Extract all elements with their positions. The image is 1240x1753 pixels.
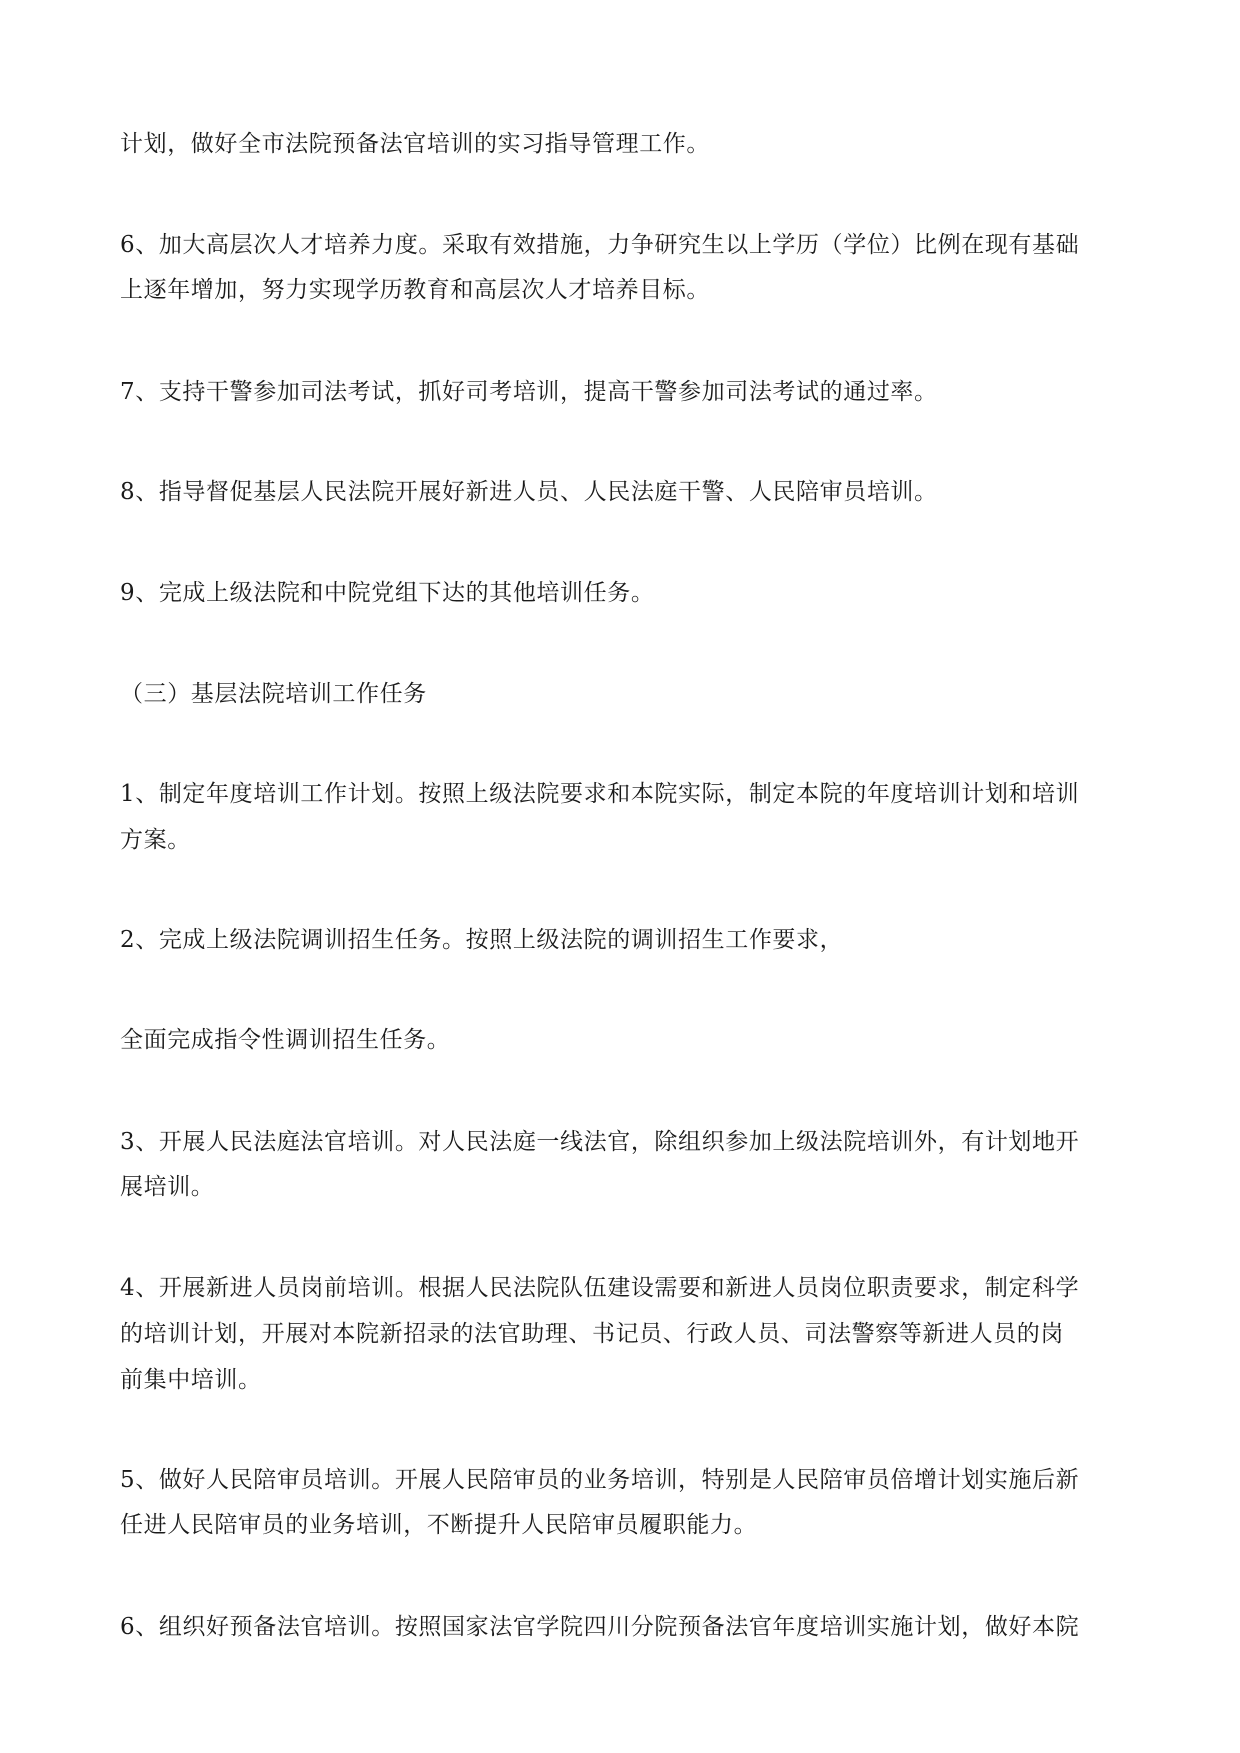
section-heading: （三）基层法院培训工作任务 bbox=[120, 681, 427, 707]
text-line: 任进人民陪审员的业务培训，不断提升人民陪审员履职能力。 bbox=[120, 1512, 758, 1538]
text-line: 计划，做好全市法院预备法官培训的实习指导管理工作。 bbox=[120, 131, 710, 157]
text-line: 的培训计划，开展对本院新招录的法官助理、书记员、行政人员、司法警察等新进人员的岗 bbox=[120, 1321, 1064, 1347]
text-line: 6、加大高层次人才培养力度。采取有效措施，力争研究生以上学历（学位）比例在现有基础 bbox=[120, 232, 1080, 258]
text-line: 6、组织好预备法官培训。按照国家法官学院四川分院预备法官年度培训实施计划，做好本院 bbox=[120, 1614, 1080, 1640]
text-line: 全面完成指令性调训招生任务。 bbox=[120, 1027, 451, 1053]
text-line: 5、做好人民陪审员培训。开展人民陪审员的业务培训，特别是人民陪审员倍增计划实施后新 bbox=[120, 1467, 1080, 1493]
text-line: 展培训。 bbox=[120, 1174, 215, 1200]
text-line: 前集中培训。 bbox=[120, 1367, 262, 1393]
text-line: 方案。 bbox=[120, 827, 191, 853]
text-line: 4、开展新进人员岗前培训。根据人民法院队伍建设需要和新进人员岗位职责要求，制定科学 bbox=[120, 1275, 1080, 1301]
text-line: 7、支持干警参加司法考试，抓好司考培训，提高干警参加司法考试的通过率。 bbox=[120, 379, 938, 405]
text-line: 上逐年增加，努力实现学历教育和高层次人才培养目标。 bbox=[120, 277, 710, 303]
text-line: 2、完成上级法院调训招生任务。按照上级法院的调训招生工作要求， bbox=[120, 927, 844, 953]
text-line: 8、指导督促基层人民法院开展好新进人员、人民法庭干警、人民陪审员培训。 bbox=[120, 479, 938, 505]
text-line: 3、开展人民法庭法官培训。对人民法庭一线法官，除组织参加上级法院培训外，有计划地开 bbox=[120, 1129, 1080, 1155]
text-line: 1、制定年度培训工作计划。按照上级法院要求和本院实际，制定本院的年度培训计划和培训 bbox=[120, 781, 1080, 807]
text-line: 9、完成上级法院和中院党组下达的其他培训任务。 bbox=[120, 580, 655, 606]
